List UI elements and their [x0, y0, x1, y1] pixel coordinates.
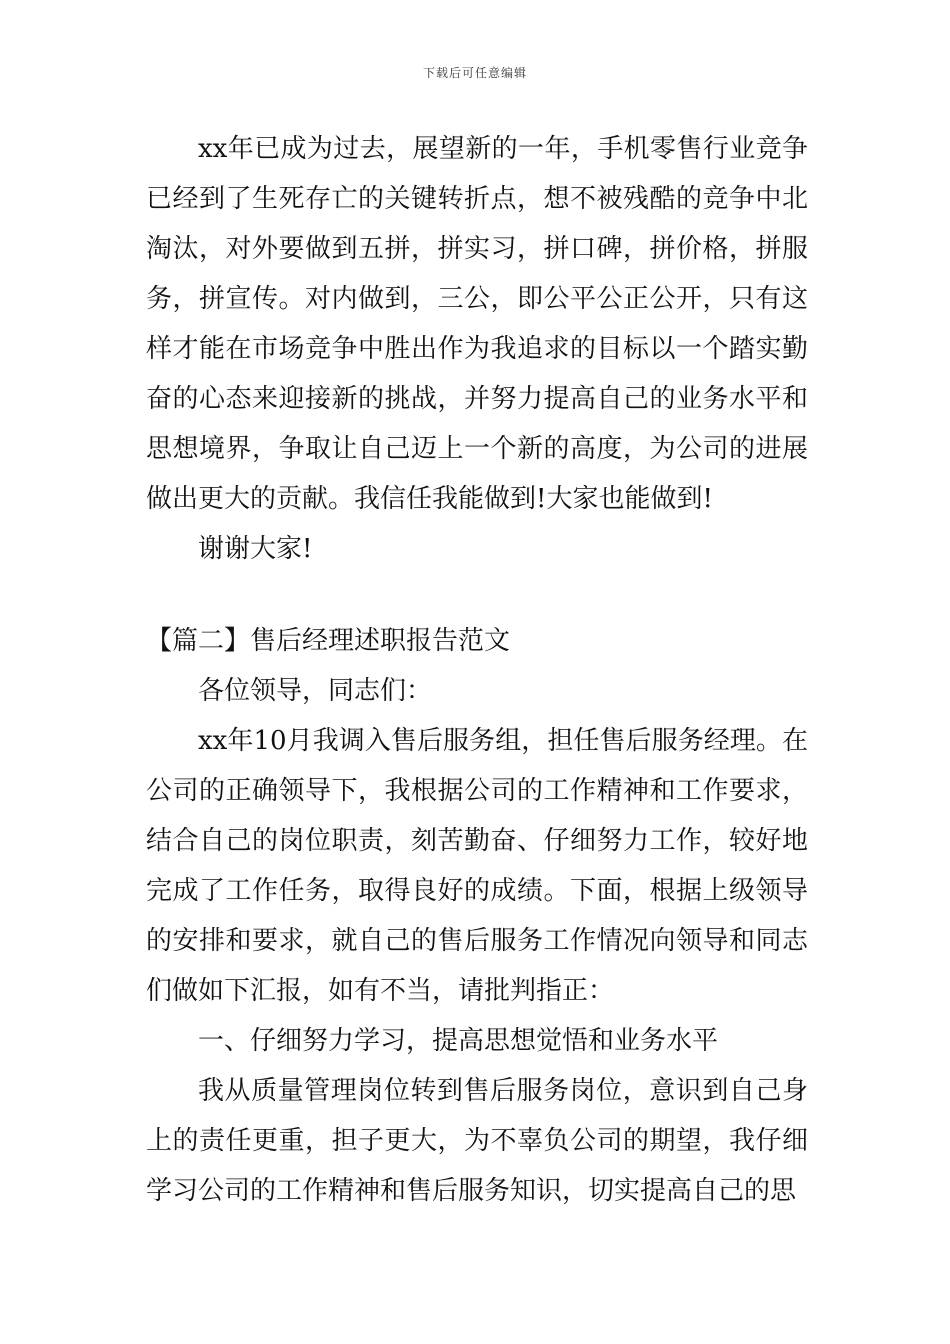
- paragraph: xx年已成为过去，展望新的一年，手机零售行业竞争已经到了生死存亡的关键转折点，想不被残酷的竞争中北淘汰，对外要做到五拼，拼实习，拼口碑，拼价格，拼服务，拼宣传。对内做到，三公，即公平公正公开，只有这样才能在市场竞争中胜出作为我追求的目标以一个踏实勤奋的心态来迎接新的挑战，并努力提高自己的业务水平和思想境界，争取让自己迈上一个新的高度，为公司的进展做出更大的贡献。我信任我能做到!大家也能做到!: [146, 134, 808, 514]
- closing-thanks: 谢谢大家!: [198, 534, 313, 564]
- section-title: 【篇二】售后经理述职报告范文: [146, 626, 511, 656]
- header-note: 下载后可任意编辑: [422, 66, 527, 80]
- section-gap: [146, 574, 808, 616]
- paragraph: 我从质量管理岗位转到售后服务岗位，意识到自己身上的责任更重，担子更大，为不辜负公司的期望，我仔细学习公司的工作精神和售后服务知识，切实提高自己的思: [146, 1076, 808, 1206]
- paragraph: xx年10月我调入售后服务组，担任售后服务经理。在公司的正确领导下，我根据公司的工作精神和工作要求，结合自己的岗位职责，刻苦勤奋、仔细努力工作，较好地完成了工作任务，取得良好的成绩。下面，根据上级领导的安排和要求，就自己的售后服务工作情况向领导和同志们做如下汇报，如有不当，请批判指正：: [146, 726, 808, 1006]
- greeting: 各位领导，同志们：: [198, 676, 433, 706]
- document-body: [146, 124, 808, 1216]
- subheading: 一、仔细努力学习，提高思想觉悟和业务水平: [198, 1026, 719, 1056]
